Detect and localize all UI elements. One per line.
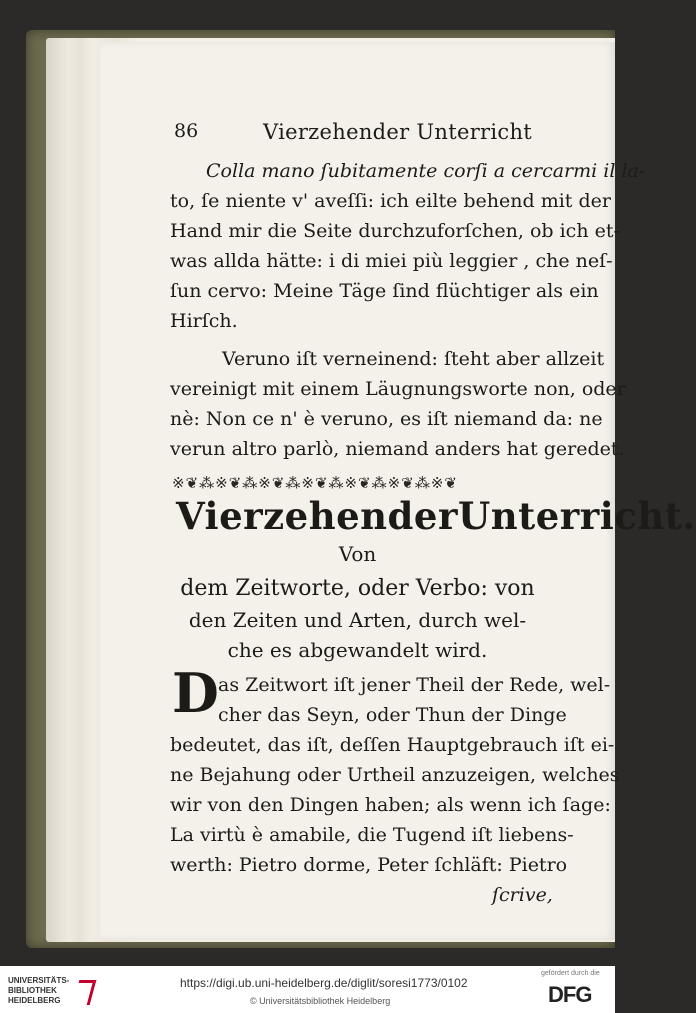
- logo-text: HEIDELBERG: [8, 996, 61, 1005]
- subtitle-von: Von: [338, 542, 377, 566]
- viewer-footer: [0, 966, 615, 1013]
- subtitle-line: dem Zeitworte, oder Verbo: von: [180, 576, 535, 601]
- copyright-text: © Universitätsbibliothek Heidelberg: [250, 996, 391, 1006]
- book-page: [100, 42, 696, 940]
- page-url-link[interactable]: https://digi.ub.uni-heidelberg.de/diglit/soresi1773/0102: [180, 976, 468, 990]
- text-line: as Zeitwort iſt jener Theil der Rede, wel-: [218, 674, 611, 696]
- text-line: Hand mir die Seite durchzuforſchen, ob ich et-: [170, 220, 620, 242]
- logo-text: UNIVERSITÄTS-: [8, 976, 70, 985]
- drop-cap: D: [172, 661, 219, 725]
- text-line: was allda hätte: i di miei più leggier , che neſ-: [170, 250, 613, 272]
- text-line: cher das Seyn, oder Thun der Dinge: [218, 704, 567, 726]
- text-line: nè: Non ce n' è veruno, es iſt niemand da: ne: [170, 408, 603, 430]
- running-title: Vierzehender Unterricht: [263, 120, 533, 144]
- text-line: bedeutet, das iſt, deſſen Hauptgebrauch iſt ei-: [170, 734, 615, 756]
- text-line: Veruno iſt verneinend: ſteht aber allzeit: [222, 348, 605, 370]
- text-line: La virtù è amabile, die Tugend iſt liebens-: [170, 824, 574, 846]
- library-logo[interactable]: [8, 974, 96, 1006]
- chapter-title: VierzehenderUnterricht.: [176, 494, 696, 538]
- text-line: werth: Pietro dorme, Peter ſchläft: Pietro: [170, 854, 568, 876]
- dfg-logo[interactable]: DFG: [548, 982, 592, 1007]
- subtitle-line: che es abgewandelt wird.: [227, 638, 488, 662]
- text-line: ne Bejahung oder Urtheil anzuzeigen, welches: [170, 764, 620, 786]
- funded-by-text: gefördert durch die: [541, 970, 600, 977]
- page-number: 86: [174, 120, 199, 142]
- text-line: Colla mano ſubitamente corſi a cercarmi il la-: [206, 160, 646, 182]
- text-line: wir von den Dingen haben; als wenn ich ſage:: [170, 794, 611, 816]
- text-line: verun altro parlò, niemand anders hat geredet.: [170, 438, 625, 460]
- subtitle-line: den Zeiten und Arten, durch wel-: [188, 608, 527, 632]
- text-line: Hirſch.: [170, 310, 238, 332]
- text-line: to, ſe niente v' aveſſi: ich eilte behend mit der: [170, 190, 611, 212]
- catchword: ſcrive,: [492, 884, 553, 906]
- ornament-divider: ※❦⁂※❦⁂※❦⁂※❦⁂※❦⁂※❦⁂※❦: [172, 474, 458, 492]
- logo-mark-icon: [73, 980, 97, 1005]
- logo-text: BIBLIOTHEK: [8, 986, 57, 995]
- text-line: ſun cervo: Meine Täge ſind flüchtiger als ein: [170, 280, 599, 302]
- text-line: vereinigt mit einem Läugnungsworte non, oder: [170, 378, 626, 400]
